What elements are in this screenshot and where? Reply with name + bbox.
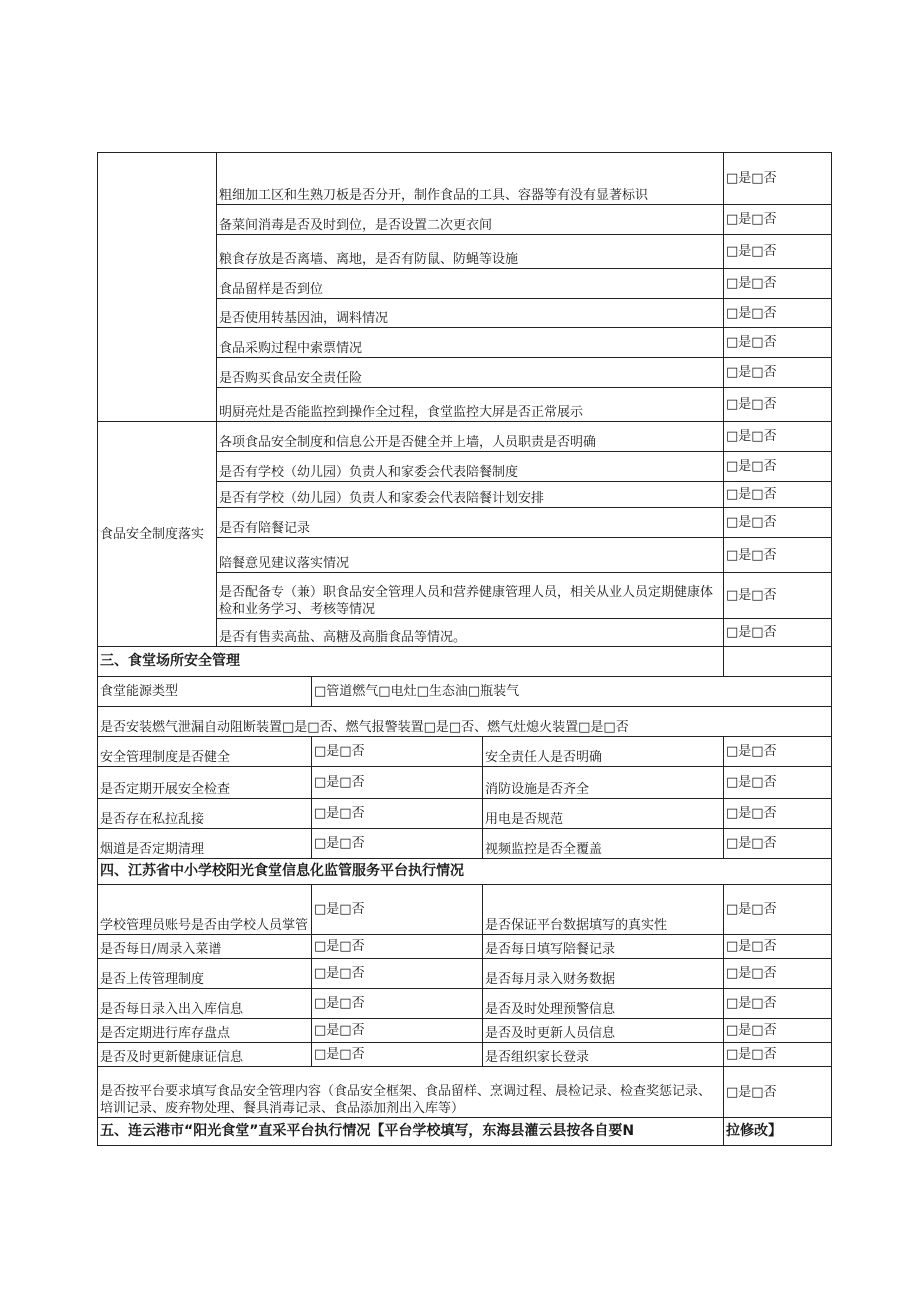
yes-no-checkbox[interactable]: □是□否 [312,935,483,959]
table-row [98,829,832,859]
check-item: 是否每日填写陪餐记录 [483,935,724,959]
check-item: 备菜间消毒是否及时到位，是否设置二次更衣间 [217,205,724,235]
section-header [98,859,832,885]
yes-no-checkbox[interactable]: □是□否 [724,1043,832,1067]
yes-no-checkbox[interactable]: □是□否 [312,989,483,1019]
yes-no-checkbox[interactable]: □是□否 [724,538,832,573]
check-item: 烟道是否定期清理 [98,829,312,859]
yes-no-checkbox[interactable]: □是□否 [724,737,832,767]
check-item: 陪餐意见建议落实情况 [217,538,724,573]
yes-no-checkbox[interactable]: □是□否 [724,1019,832,1043]
check-item: 是否购买食品安全责任险 [217,358,724,388]
check-item: 是否定期进行库存盘点 [98,1019,312,1043]
check-item: 用电是否规范 [483,799,724,829]
check-item: 粮食存放是否离墙、离地，是否有防鼠、防蝇等设施 [217,235,724,269]
check-item: 是否存在私拉乱接 [98,799,312,829]
check-item: 是否上传管理制度 [98,959,312,989]
yes-no-checkbox[interactable]: □是□否 [724,388,832,422]
check-item: 是否有售卖高盐、高糖及高脂食品等情况。 [217,619,724,647]
table-row [98,1067,832,1118]
yes-no-checkbox[interactable]: □是□否 [312,959,483,989]
table-row [98,799,832,829]
empty-cell [724,647,832,677]
table-row [98,422,832,452]
section-header [98,1118,832,1146]
yes-no-checkbox[interactable]: □是□否 [724,959,832,989]
table-row [98,1019,832,1043]
check-item: 是否有学校（幼儿园）负责人和家委会代表陪餐计划安排 [217,482,724,508]
yes-no-checkbox[interactable]: □是□否 [724,299,832,328]
table-row [98,885,832,935]
table-row [98,1043,832,1067]
yes-no-checkbox[interactable]: □是□否 [724,358,832,388]
check-item: 是否组织家长登录 [483,1043,724,1067]
yes-no-checkbox[interactable]: □是□否 [724,619,832,647]
inspection-table [97,152,832,1146]
check-item: 是否配备专（兼）职食品安全管理人员和营养健康管理人员，相关从业人员定期健康体检和业务学习、考核等情况 [217,573,724,619]
yes-no-checkbox[interactable]: □是□否 [312,1043,483,1067]
yes-no-checkbox[interactable]: □是□否 [724,1067,832,1118]
section-header [98,647,832,677]
yes-no-checkbox[interactable]: □是□否 [312,1019,483,1043]
check-item: 粗细加工区和生熟刀板是否分开，制作食品的工具、容器等有没有显著标识 [217,153,724,205]
check-item: 是否定期开展安全检查 [98,767,312,799]
inspection-form [97,152,831,1146]
yes-no-checkbox[interactable]: □是□否 [724,935,832,959]
check-item: 是否每日录入出入库信息 [98,989,312,1019]
table-row [98,989,832,1019]
table-row [98,959,832,989]
section-title: 四、江苏省中小学校阳光食堂信息化监管服务平台执行情况 [98,859,832,885]
section-title-tail: 拉修改】 [724,1118,832,1146]
check-item: 食品采购过程中索票情况 [217,328,724,358]
yes-no-checkbox[interactable]: □是□否 [312,799,483,829]
yes-no-checkbox[interactable]: □是□否 [724,269,832,299]
check-item: 是否及时处理预警信息 [483,989,724,1019]
table-row [98,677,832,707]
yes-no-checkbox[interactable]: □是□否 [312,885,483,935]
table-row [98,707,832,737]
yes-no-checkbox[interactable]: □是□否 [724,452,832,482]
yes-no-checkbox[interactable]: □是□否 [724,482,832,508]
yes-no-checkbox[interactable]: □是□否 [724,799,832,829]
check-item: 食品留样是否到位 [217,269,724,299]
yes-no-checkbox[interactable]: □是□否 [724,422,832,452]
yes-no-checkbox[interactable]: □是□否 [724,885,832,935]
check-item: 是否及时更新健康证信息 [98,1043,312,1067]
group-a-label-cell [98,153,217,422]
yes-no-checkbox[interactable]: □是□否 [724,573,832,619]
energy-options[interactable]: □管道燃气□电灶□生态油□瓶装气 [312,677,832,707]
check-item: 是否保证平台数据填写的真实性 [483,885,724,935]
yes-no-checkbox[interactable]: □是□否 [312,737,483,767]
yes-no-checkbox[interactable]: □是□否 [724,767,832,799]
gas-devices-check[interactable]: 是否安装燃气泄漏自动阻断装置□是□否、燃气报警装置□是□否、燃气灶熄火装置□是□否 [98,707,832,737]
yes-no-checkbox[interactable]: □是□否 [724,989,832,1019]
section-title: 五、连云港市“阳光食堂”直采平台执行情况【平台学校填写，东海县灌云县按各自要N [98,1118,724,1146]
check-item: 是否每月录入财务数据 [483,959,724,989]
yes-no-checkbox[interactable]: □是□否 [312,829,483,859]
table-row [98,737,832,767]
check-item: 是否有学校（幼儿园）负责人和家委会代表陪餐制度 [217,452,724,482]
table-row [98,935,832,959]
table-row [98,767,832,799]
group-label: 食品安全制度落实 [98,422,217,647]
check-item: 安全管理制度是否健全 [98,737,312,767]
check-item: 是否使用转基因油，调料情况 [217,299,724,328]
check-item: 是否按平台要求填写食品安全管理内容（食品安全框架、食品留样、烹调过程、晨检记录、检查奖惩记录、培训记录、废弃物处理、餐具消毒记录、食品添加剂出入库等） [98,1067,724,1118]
yes-no-checkbox[interactable]: □是□否 [724,508,832,538]
check-item: 视频监控是否全覆盖 [483,829,724,859]
check-item: 是否及时更新人员信息 [483,1019,724,1043]
table-row [98,153,832,205]
check-item: 明厨亮灶是否能监控到操作全过程，食堂监控大屏是否正常展示 [217,388,724,422]
yes-no-checkbox[interactable]: □是□否 [312,767,483,799]
yes-no-checkbox[interactable]: □是□否 [724,829,832,859]
check-item: 是否有陪餐记录 [217,508,724,538]
yes-no-checkbox[interactable]: □是□否 [724,235,832,269]
energy-label: 食堂能源类型 [98,677,312,707]
yes-no-checkbox[interactable]: □是□否 [724,205,832,235]
check-item: 学校管理员账号是否由学校人员掌管 [98,885,312,935]
check-item: 消防设施是否齐全 [483,767,724,799]
check-item: 是否每日/周录入菜谱 [98,935,312,959]
check-item: 各项食品安全制度和信息公开是否健全并上墙，人员职责是否明确 [217,422,724,452]
yes-no-checkbox[interactable]: □是□否 [724,328,832,358]
section-title: 三、食堂场所安全管理 [98,647,724,677]
check-item: 安全责任人是否明确 [483,737,724,767]
yes-no-checkbox[interactable]: □是□否 [724,153,832,205]
